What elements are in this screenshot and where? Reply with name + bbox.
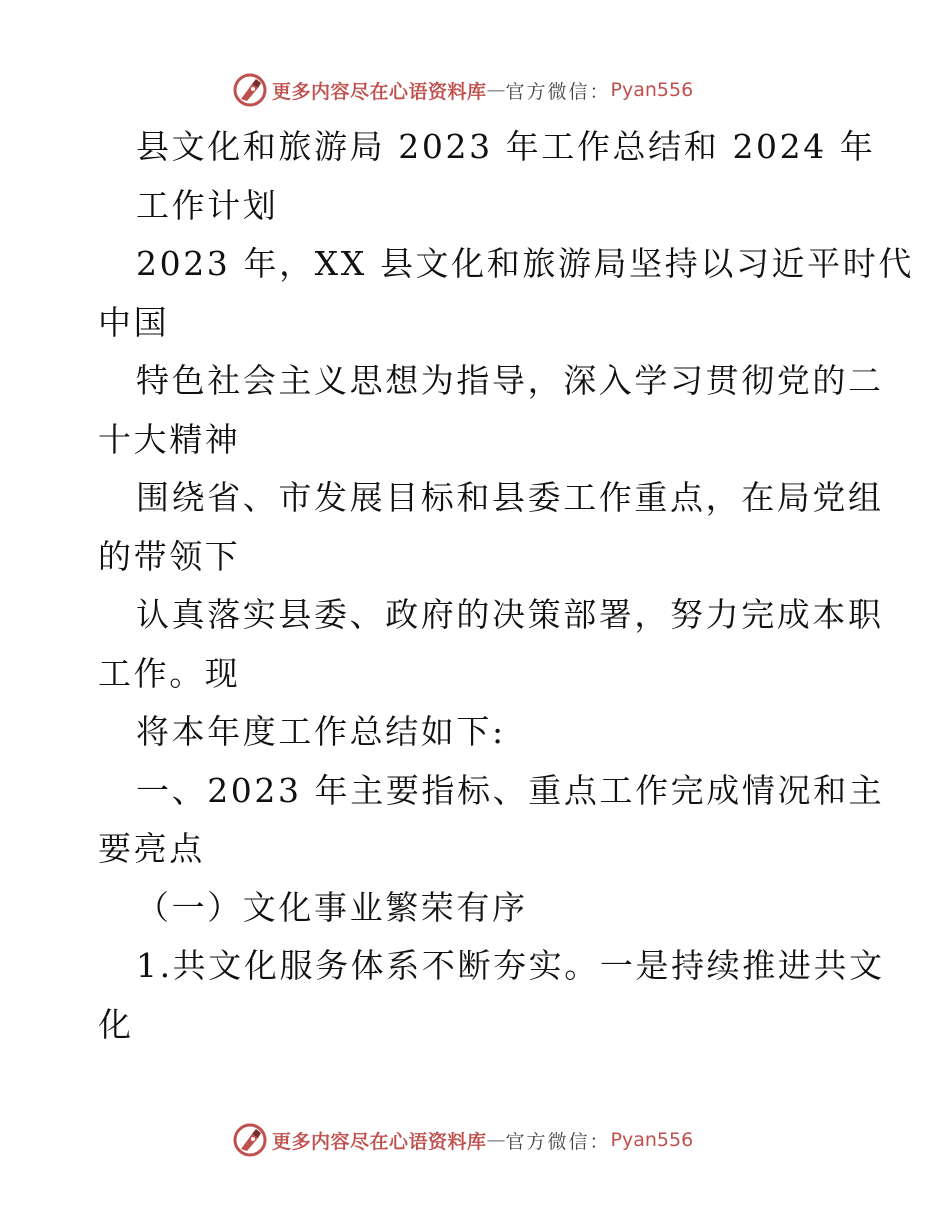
doc-title-line-1: 县文化和旅游局 2023 年工作总结和 2024 年 [136,127,876,166]
doc-paragraph-line: 十大精神 [98,419,241,459]
doc-paragraph-line: 2023 年，XX 县文化和旅游局坚持以习近平时代 [136,244,914,283]
doc-paragraph-line: 1.共文化服务体系不断夯实。一是持续推进共文 [136,946,885,985]
doc-paragraph-line: 化 [98,1004,134,1044]
doc-paragraph-line: 中国 [98,302,170,342]
watermark-dash: — [486,1129,506,1151]
doc-paragraph-line: 围绕省、市发展目标和县委工作重点，在局党组 [136,478,884,517]
watermark-account-text: 官方微信： [505,80,611,103]
doc-paragraph-line: 工作。现 [98,653,241,693]
doc-title-line-2: 工作计划 [136,185,279,225]
doc-paragraph-line: 特色社会主义思想为指导，深入学习贯彻党的二 [136,361,884,400]
pen-nib-circle-icon [232,1122,268,1158]
doc-paragraph-line: 认真落实县委、政府的决策部署，努力完成本职 [136,595,884,634]
footer-watermark [232,1120,752,1160]
section-heading-line: 一、2023 年主要指标、重点工作完成情况和主 [136,770,885,810]
section-heading-line: 要亮点 [98,829,205,868]
watermark-account-id: Pyan556 [610,79,694,101]
watermark-dash: — [486,79,506,101]
watermark-account-text: 官方微信： [505,1130,611,1153]
doc-paragraph-line: 的带领下 [98,536,241,576]
watermark-site-text: 更多内容尽在心语资料库 [272,80,487,103]
doc-paragraph-line: 将本年度工作总结如下: [136,712,506,751]
subsection-heading: （一）文化事业繁荣有序 [136,887,528,927]
header-watermark [232,70,752,110]
watermark-site-text: 更多内容尽在心语资料库 [272,1130,487,1153]
watermark-account-id: Pyan556 [610,1129,694,1151]
document-body [98,118,914,1054]
pen-nib-circle-icon [232,72,268,108]
